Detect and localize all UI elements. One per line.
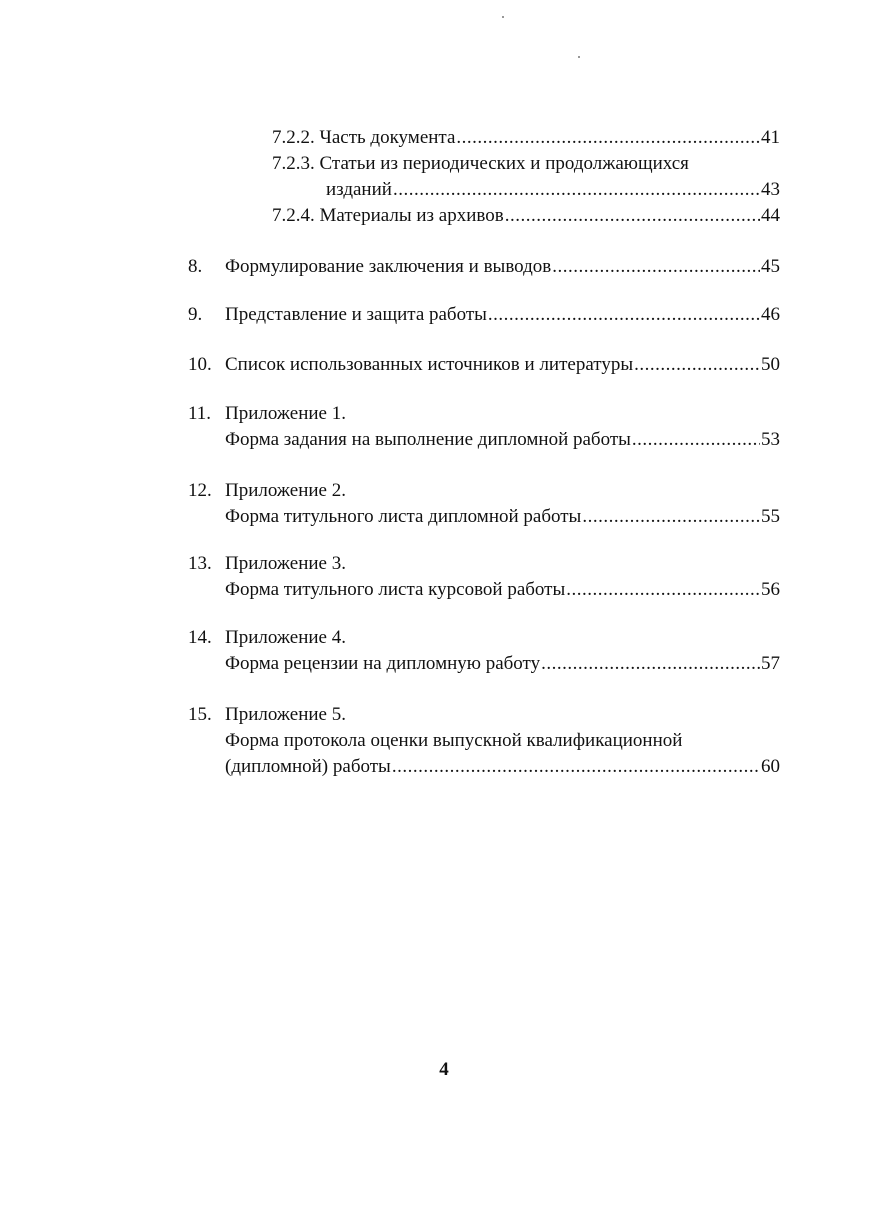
dot-leader (634, 355, 760, 374)
toc-entry-14[interactable] (225, 654, 780, 678)
toc-entry-7-2-3-line-2[interactable] (326, 180, 780, 204)
toc-page-number: 44 (761, 205, 780, 226)
dot-leader (456, 128, 760, 147)
toc-entry-number: 15. (188, 704, 212, 725)
toc-entry-text: Форма задания на выполнение дипломной работы (225, 429, 631, 450)
toc-page-number: 56 (761, 579, 780, 600)
toc-entry-title: Приложение 1. (225, 403, 346, 424)
toc-entry-15[interactable] (225, 757, 780, 781)
toc-entry-7-2-2[interactable] (272, 128, 780, 152)
scan-speck (502, 16, 504, 18)
toc-page-number: 45 (761, 256, 780, 277)
dot-leader (582, 507, 760, 526)
toc-entry-7-2-4[interactable] (272, 206, 780, 230)
toc-entry-text: 7.2.3. Статьи из периодических и продолжающихся (272, 153, 689, 174)
toc-entry-number: 9. (188, 304, 203, 325)
page-number: 4 (439, 1059, 449, 1080)
dot-leader (488, 305, 760, 324)
toc-entry-11[interactable] (225, 430, 780, 454)
dot-leader (566, 580, 760, 599)
dot-leader (505, 206, 760, 225)
toc-entry-number: 10. (188, 354, 212, 375)
toc-entry-text: 7.2.4. Материалы из архивов (272, 205, 504, 226)
toc-entry-number: 12. (188, 480, 212, 501)
toc-entry-9[interactable] (225, 305, 780, 329)
toc-entry-8[interactable] (225, 257, 780, 281)
toc-entry-15-line-1[interactable] (225, 731, 682, 755)
toc-entry-number: 11. (188, 403, 212, 424)
toc-page-number: 60 (761, 756, 780, 777)
dot-leader (541, 654, 760, 673)
toc-entry-number: 8. (188, 256, 203, 277)
toc-entry-text: 7.2.2. Часть документа (272, 127, 456, 148)
toc-entry-text: Форма титульного листа дипломной работы (225, 506, 582, 527)
toc-page-number: 57 (761, 653, 780, 674)
toc-entry-title: Приложение 3. (225, 553, 346, 574)
toc-entry-title: Приложение 5. (225, 704, 346, 725)
dot-leader (632, 430, 760, 449)
toc-entry-13[interactable] (225, 580, 780, 604)
toc-entry-title: Приложение 2. (225, 480, 346, 501)
dot-leader (392, 757, 760, 776)
toc-page-number: 46 (761, 304, 780, 325)
dot-leader (393, 180, 760, 199)
dot-leader (552, 257, 760, 276)
toc-page-number: 53 (761, 429, 780, 450)
toc-page-number: 43 (761, 179, 780, 200)
toc-entry-text: Представление и защита работы (225, 304, 487, 325)
toc-page-number: 50 (761, 354, 780, 375)
toc-entry-text: Форма рецензии на дипломную работу (225, 653, 541, 674)
toc-entry-number: 13. (188, 553, 212, 574)
toc-entry-text: Форма титульного листа курсовой работы (225, 579, 566, 600)
toc-entry-text: Список использованных источников и литературы (225, 354, 634, 375)
toc-page-number: 55 (761, 506, 780, 527)
toc-entry-10[interactable] (225, 355, 780, 379)
toc-entry-text: изданий (326, 179, 392, 200)
toc-entry-title: Приложение 4. (225, 627, 346, 648)
toc-entry-7-2-3-line-1[interactable] (272, 154, 689, 178)
toc-entry-text: Форма протокола оценки выпускной квалификационной (225, 730, 683, 751)
toc-page-number: 41 (761, 127, 780, 148)
toc-entry-text: Формулирование заключения и выводов (225, 256, 552, 277)
scan-speck (578, 56, 580, 58)
toc-entry-text: (дипломной) работы (225, 756, 391, 777)
toc-entry-number: 14. (188, 627, 212, 648)
toc-entry-12[interactable] (225, 507, 780, 531)
